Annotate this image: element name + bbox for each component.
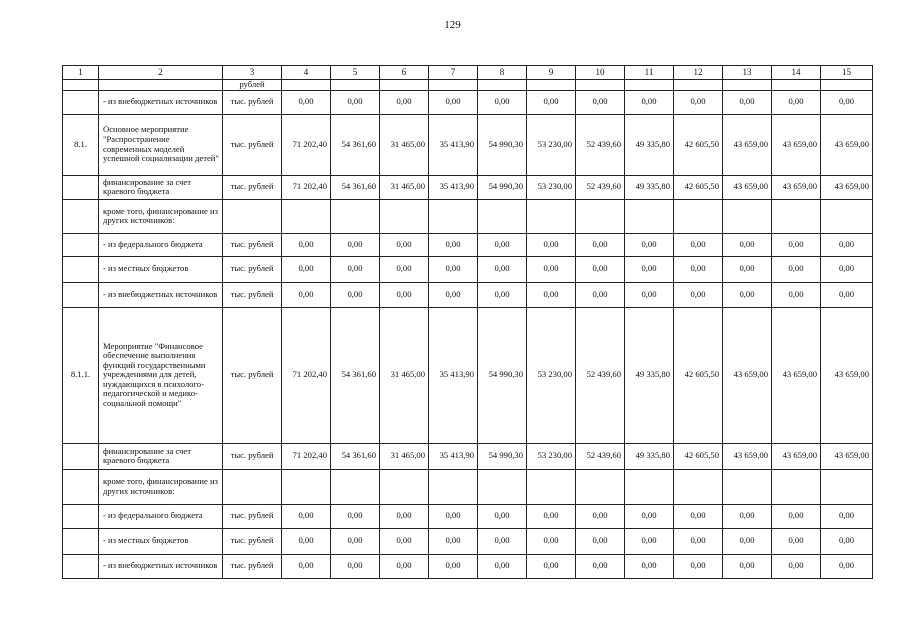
- value-cell: 53 230,00: [527, 307, 576, 443]
- value-cell: 0,00: [478, 528, 527, 554]
- value-cell: 54 361,60: [331, 307, 380, 443]
- value-cell: 71 202,40: [282, 307, 331, 443]
- value-cell: 0,00: [331, 90, 380, 114]
- value-cell: [674, 199, 723, 233]
- value-cell: 35 413,90: [429, 307, 478, 443]
- value-cell: 0,00: [282, 554, 331, 578]
- item-name: - из внебюджетных источников: [99, 554, 223, 578]
- value-cell: 0,00: [380, 233, 429, 256]
- value-cell: 0,00: [821, 233, 873, 256]
- item-code: [63, 504, 99, 528]
- page-number: 129: [444, 19, 461, 31]
- item-code: [63, 554, 99, 578]
- value-cell: 0,00: [282, 504, 331, 528]
- value-cell: 0,00: [282, 90, 331, 114]
- item-code: [63, 282, 99, 307]
- value-cell: [478, 469, 527, 504]
- column-header: 10: [576, 66, 625, 80]
- value-cell: 0,00: [723, 256, 772, 282]
- value-cell: 0,00: [625, 256, 674, 282]
- value-cell: [429, 469, 478, 504]
- value-cell: 0,00: [723, 90, 772, 114]
- column-header: 2: [99, 66, 223, 80]
- value-cell: [625, 80, 674, 91]
- value-cell: [772, 80, 821, 91]
- value-cell: 0,00: [576, 528, 625, 554]
- table-row: [63, 282, 873, 307]
- item-name: финансирование за счет краевого бюджета: [99, 175, 223, 199]
- value-cell: 0,00: [674, 528, 723, 554]
- value-cell: 31 465,00: [380, 307, 429, 443]
- column-header: 1: [63, 66, 99, 80]
- value-cell: [821, 199, 873, 233]
- value-cell: 31 465,00: [380, 443, 429, 469]
- value-cell: 0,00: [331, 256, 380, 282]
- unit-cell: тыс. рублей: [223, 443, 282, 469]
- column-header: 8: [478, 66, 527, 80]
- value-cell: [429, 80, 478, 91]
- value-cell: 0,00: [723, 282, 772, 307]
- value-cell: 0,00: [821, 256, 873, 282]
- value-cell: 0,00: [331, 282, 380, 307]
- value-cell: 0,00: [576, 90, 625, 114]
- budget-table: [62, 65, 873, 579]
- value-cell: 0,00: [772, 233, 821, 256]
- item-name: - из внебюджетных источников: [99, 282, 223, 307]
- item-name: Мероприятие "Финансовое обеспечение выполнения функций государственными учреждениями для детей, нуждающихся в психолого-педагогической и медико-социальной помощи": [99, 307, 223, 443]
- unit-cell: [223, 199, 282, 233]
- value-cell: 54 990,30: [478, 307, 527, 443]
- value-cell: [674, 80, 723, 91]
- value-cell: 0,00: [674, 554, 723, 578]
- value-cell: 0,00: [772, 256, 821, 282]
- value-cell: [723, 80, 772, 91]
- value-cell: 43 659,00: [772, 443, 821, 469]
- value-cell: 0,00: [625, 554, 674, 578]
- item-code: [63, 80, 99, 91]
- value-cell: 0,00: [723, 504, 772, 528]
- unit-cell: тыс. рублей: [223, 114, 282, 175]
- value-cell: [282, 199, 331, 233]
- value-cell: [429, 199, 478, 233]
- unit-cell: тыс. рублей: [223, 554, 282, 578]
- value-cell: 35 413,90: [429, 175, 478, 199]
- value-cell: 0,00: [429, 282, 478, 307]
- value-cell: 0,00: [478, 256, 527, 282]
- value-cell: 0,00: [331, 554, 380, 578]
- value-cell: 54 990,30: [478, 443, 527, 469]
- value-cell: [282, 80, 331, 91]
- item-name: - из федерального бюджета: [99, 233, 223, 256]
- value-cell: 0,00: [772, 554, 821, 578]
- value-cell: 0,00: [821, 554, 873, 578]
- value-cell: 0,00: [527, 528, 576, 554]
- table-row: [63, 233, 873, 256]
- value-cell: 0,00: [625, 504, 674, 528]
- value-cell: 42 605,50: [674, 175, 723, 199]
- value-cell: [380, 80, 429, 91]
- value-cell: 43 659,00: [772, 114, 821, 175]
- value-cell: 0,00: [821, 282, 873, 307]
- value-cell: 71 202,40: [282, 443, 331, 469]
- value-cell: 49 335,80: [625, 307, 674, 443]
- item-code: [63, 90, 99, 114]
- table-row: [63, 80, 873, 91]
- value-cell: 0,00: [674, 256, 723, 282]
- value-cell: 0,00: [772, 282, 821, 307]
- value-cell: [576, 469, 625, 504]
- value-cell: [723, 199, 772, 233]
- value-cell: 43 659,00: [723, 175, 772, 199]
- value-cell: 43 659,00: [723, 307, 772, 443]
- value-cell: 0,00: [723, 233, 772, 256]
- value-cell: 0,00: [478, 554, 527, 578]
- value-cell: [380, 199, 429, 233]
- table-row: [63, 90, 873, 114]
- value-cell: [331, 80, 380, 91]
- value-cell: [527, 80, 576, 91]
- value-cell: 0,00: [674, 90, 723, 114]
- value-cell: 0,00: [625, 233, 674, 256]
- value-cell: 53 230,00: [527, 175, 576, 199]
- value-cell: 0,00: [674, 233, 723, 256]
- value-cell: 0,00: [331, 504, 380, 528]
- table-row: [63, 528, 873, 554]
- value-cell: 54 361,60: [331, 175, 380, 199]
- value-cell: 0,00: [625, 528, 674, 554]
- value-cell: 43 659,00: [772, 307, 821, 443]
- value-cell: 49 335,80: [625, 175, 674, 199]
- value-cell: 0,00: [380, 90, 429, 114]
- item-name: Основное мероприятие "Распространение современных моделей успешной социализации детей": [99, 114, 223, 175]
- value-cell: 0,00: [674, 282, 723, 307]
- item-code: [63, 443, 99, 469]
- item-name: - из местных бюджетов: [99, 256, 223, 282]
- value-cell: 0,00: [282, 528, 331, 554]
- value-cell: 52 439,60: [576, 175, 625, 199]
- value-cell: 71 202,40: [282, 175, 331, 199]
- value-cell: 42 605,50: [674, 114, 723, 175]
- value-cell: 0,00: [527, 90, 576, 114]
- value-cell: 0,00: [576, 256, 625, 282]
- unit-cell: [223, 469, 282, 504]
- value-cell: 49 335,80: [625, 114, 674, 175]
- value-cell: 0,00: [821, 528, 873, 554]
- value-cell: 0,00: [282, 282, 331, 307]
- value-cell: [478, 80, 527, 91]
- value-cell: 31 465,00: [380, 175, 429, 199]
- value-cell: 49 335,80: [625, 443, 674, 469]
- value-cell: 0,00: [429, 528, 478, 554]
- value-cell: 0,00: [527, 282, 576, 307]
- value-cell: 0,00: [674, 504, 723, 528]
- value-cell: 0,00: [625, 282, 674, 307]
- value-cell: 43 659,00: [723, 114, 772, 175]
- value-cell: 0,00: [282, 256, 331, 282]
- value-cell: 54 361,60: [331, 443, 380, 469]
- value-cell: 0,00: [380, 504, 429, 528]
- table-row: [63, 469, 873, 504]
- value-cell: 43 659,00: [723, 443, 772, 469]
- item-code: [63, 199, 99, 233]
- item-code: [63, 528, 99, 554]
- value-cell: 0,00: [772, 504, 821, 528]
- unit-cell: тыс. рублей: [223, 528, 282, 554]
- value-cell: 0,00: [429, 504, 478, 528]
- column-header: 14: [772, 66, 821, 80]
- value-cell: [723, 469, 772, 504]
- item-name: [99, 80, 223, 91]
- value-cell: 43 659,00: [821, 443, 873, 469]
- table-row: [63, 554, 873, 578]
- unit-cell: тыс. рублей: [223, 233, 282, 256]
- value-cell: [331, 469, 380, 504]
- value-cell: [380, 469, 429, 504]
- value-cell: 0,00: [625, 90, 674, 114]
- item-code: 8.1.1.: [63, 307, 99, 443]
- item-name: кроме того, финансирование из других источников:: [99, 469, 223, 504]
- value-cell: 0,00: [478, 233, 527, 256]
- value-cell: 0,00: [429, 90, 478, 114]
- value-cell: 43 659,00: [821, 114, 873, 175]
- value-cell: [821, 80, 873, 91]
- column-header: 5: [331, 66, 380, 80]
- value-cell: 0,00: [821, 504, 873, 528]
- column-header: 3: [223, 66, 282, 80]
- value-cell: 35 413,90: [429, 114, 478, 175]
- value-cell: 0,00: [723, 528, 772, 554]
- column-header: 4: [282, 66, 331, 80]
- value-cell: [772, 469, 821, 504]
- value-cell: 0,00: [478, 282, 527, 307]
- value-cell: 52 439,60: [576, 443, 625, 469]
- value-cell: 52 439,60: [576, 114, 625, 175]
- value-cell: [527, 469, 576, 504]
- value-cell: 0,00: [478, 504, 527, 528]
- value-cell: 0,00: [429, 256, 478, 282]
- table-row: [63, 307, 873, 443]
- unit-cell: тыс. рублей: [223, 256, 282, 282]
- value-cell: 0,00: [576, 554, 625, 578]
- value-cell: 43 659,00: [821, 175, 873, 199]
- value-cell: 0,00: [380, 256, 429, 282]
- item-name: - из внебюджетных источников: [99, 90, 223, 114]
- value-cell: [478, 199, 527, 233]
- column-header: 11: [625, 66, 674, 80]
- value-cell: [821, 469, 873, 504]
- table-row: [63, 443, 873, 469]
- value-cell: 0,00: [380, 282, 429, 307]
- value-cell: 0,00: [527, 256, 576, 282]
- item-name: - из федерального бюджета: [99, 504, 223, 528]
- value-cell: 0,00: [576, 233, 625, 256]
- column-header: 12: [674, 66, 723, 80]
- table-row: [63, 175, 873, 199]
- item-name: кроме того, финансирование из других источников:: [99, 199, 223, 233]
- value-cell: 42 605,50: [674, 307, 723, 443]
- value-cell: 0,00: [478, 90, 527, 114]
- unit-cell: тыс. рублей: [223, 504, 282, 528]
- value-cell: 42 605,50: [674, 443, 723, 469]
- value-cell: 0,00: [380, 554, 429, 578]
- item-code: [63, 175, 99, 199]
- value-cell: 54 990,30: [478, 114, 527, 175]
- value-cell: 53 230,00: [527, 114, 576, 175]
- unit-cell: тыс. рублей: [223, 90, 282, 114]
- column-header: 13: [723, 66, 772, 80]
- item-code: [63, 256, 99, 282]
- header-row: [63, 66, 873, 80]
- value-cell: 0,00: [527, 233, 576, 256]
- column-header: 7: [429, 66, 478, 80]
- value-cell: [331, 199, 380, 233]
- value-cell: [576, 80, 625, 91]
- value-cell: 43 659,00: [772, 175, 821, 199]
- value-cell: 0,00: [331, 233, 380, 256]
- value-cell: 52 439,60: [576, 307, 625, 443]
- value-cell: 0,00: [380, 528, 429, 554]
- unit-cell: тыс. рублей: [223, 175, 282, 199]
- value-cell: 54 361,60: [331, 114, 380, 175]
- value-cell: 0,00: [723, 554, 772, 578]
- value-cell: 0,00: [429, 233, 478, 256]
- item-code: [63, 233, 99, 256]
- column-header: 15: [821, 66, 873, 80]
- value-cell: 0,00: [527, 554, 576, 578]
- item-name: - из местных бюджетов: [99, 528, 223, 554]
- value-cell: 0,00: [821, 90, 873, 114]
- value-cell: 0,00: [282, 233, 331, 256]
- value-cell: 0,00: [576, 282, 625, 307]
- unit-cell: тыс. рублей: [223, 307, 282, 443]
- item-code: 8.1.: [63, 114, 99, 175]
- value-cell: 43 659,00: [821, 307, 873, 443]
- table-row: [63, 256, 873, 282]
- table-row: [63, 504, 873, 528]
- item-code: [63, 469, 99, 504]
- value-cell: 0,00: [576, 504, 625, 528]
- value-cell: 0,00: [772, 528, 821, 554]
- unit-cell: рублей: [223, 80, 282, 91]
- value-cell: [576, 199, 625, 233]
- value-cell: [282, 469, 331, 504]
- value-cell: 0,00: [331, 528, 380, 554]
- value-cell: 31 465,00: [380, 114, 429, 175]
- value-cell: 54 990,30: [478, 175, 527, 199]
- value-cell: [527, 199, 576, 233]
- value-cell: [772, 199, 821, 233]
- value-cell: [625, 199, 674, 233]
- value-cell: [674, 469, 723, 504]
- item-name: финансирование за счет краевого бюджета: [99, 443, 223, 469]
- value-cell: 0,00: [429, 554, 478, 578]
- table-row: [63, 114, 873, 175]
- column-header: 6: [380, 66, 429, 80]
- value-cell: 53 230,00: [527, 443, 576, 469]
- table-row: [63, 199, 873, 233]
- column-header: 9: [527, 66, 576, 80]
- value-cell: 0,00: [527, 504, 576, 528]
- value-cell: 71 202,40: [282, 114, 331, 175]
- unit-cell: тыс. рублей: [223, 282, 282, 307]
- value-cell: 35 413,90: [429, 443, 478, 469]
- value-cell: [625, 469, 674, 504]
- value-cell: 0,00: [772, 90, 821, 114]
